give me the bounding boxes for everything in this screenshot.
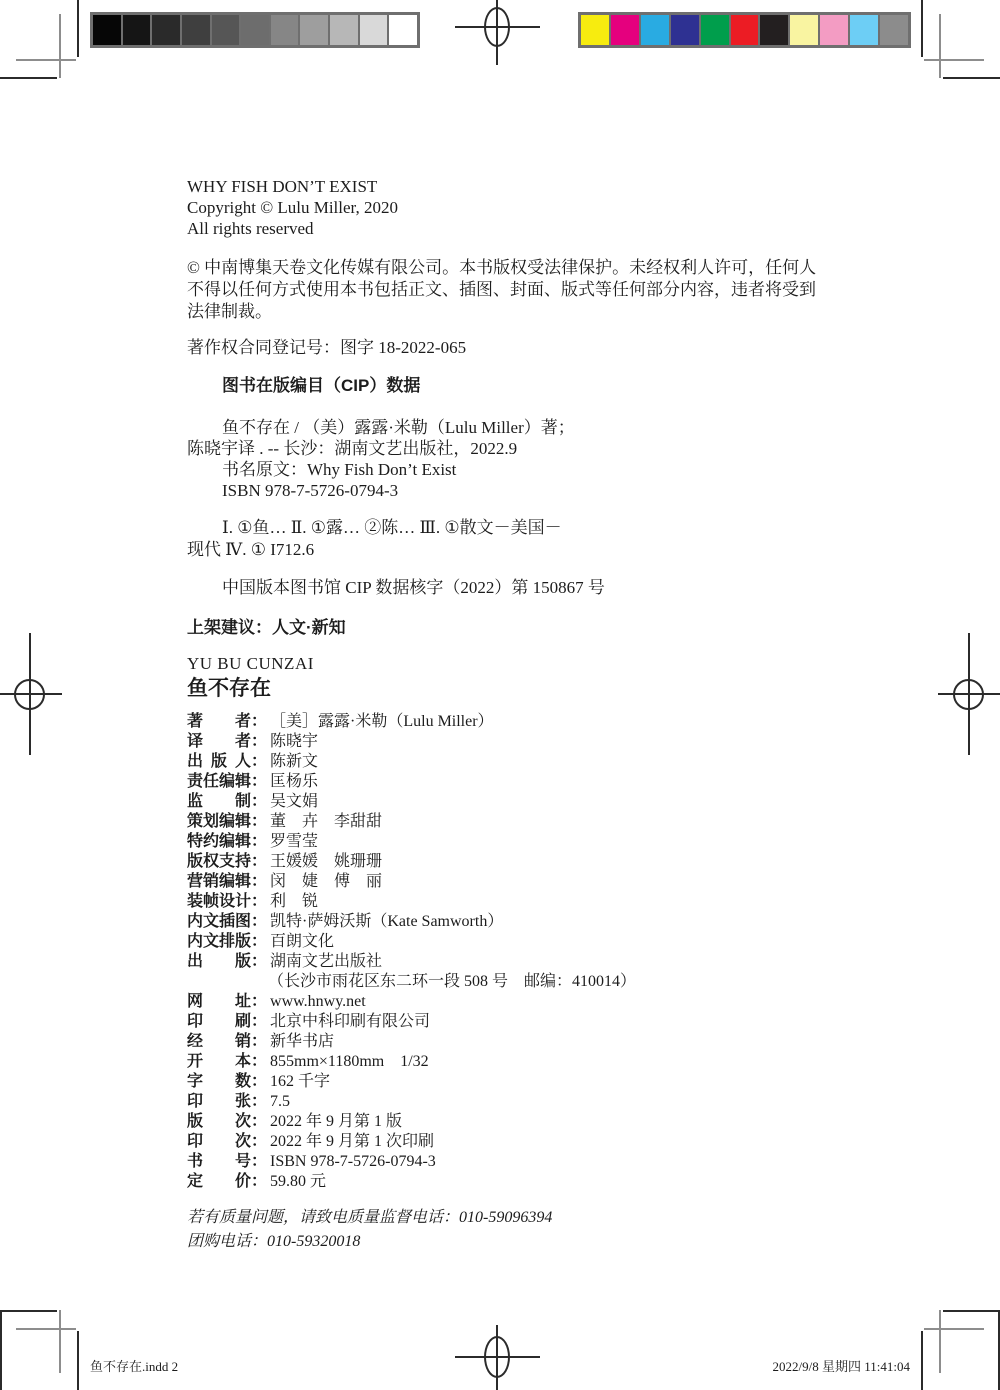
- colophon-value: 162 千字: [270, 1073, 331, 1090]
- colophon-row: [187, 1132, 636, 1152]
- colophon-row: [187, 952, 636, 972]
- colophon-row: [187, 872, 636, 892]
- colophon-label: 印张: [187, 1093, 251, 1110]
- colophon-colon: ：: [251, 1173, 268, 1190]
- colophon-value: 罗雪莹: [270, 833, 319, 850]
- colophon-label: 版权支持: [187, 853, 252, 870]
- grayscale-swatch: [360, 15, 388, 45]
- colophon-label: 书号: [187, 1153, 251, 1170]
- colophon-colon: ：: [251, 953, 268, 970]
- colophon-row: [187, 932, 636, 952]
- colophon-value: 利 锐: [270, 893, 319, 910]
- colophon-label: 装帧设计: [187, 893, 252, 910]
- color-swatch: [790, 15, 818, 45]
- colophon-row: [187, 752, 636, 772]
- cip-line: 鱼不存在 / （美）露露·米勒（Lulu Miller）著；: [222, 418, 575, 437]
- crop-line: [921, 1331, 923, 1390]
- grayscale-swatch: [300, 15, 328, 45]
- colophon-row: [187, 1052, 636, 1072]
- color-swatch: [760, 15, 788, 45]
- colophon-row: [187, 852, 636, 872]
- cip-line: 书名原文：Why Fish Don’t Exist: [222, 460, 457, 479]
- colophon-value: 董 卉 李甜甜: [270, 813, 383, 830]
- footer-timestamp: 2022/9/8 星期四 11:41:04: [772, 1359, 910, 1374]
- colophon-value: 新华书店: [270, 1033, 335, 1050]
- cip-title: 图书在版编目（CIP）数据: [222, 376, 421, 395]
- crop-line: [16, 1328, 76, 1330]
- color-swatch: [641, 15, 669, 45]
- colophon-row: [187, 1012, 636, 1032]
- colophon-row: [187, 812, 636, 832]
- grayscale-swatch: [182, 15, 210, 45]
- colophon-colon: ：: [251, 853, 268, 870]
- colophon-row: [187, 832, 636, 852]
- colophon-label: 内文插图: [187, 913, 252, 930]
- cip-isbn-line: ISBN 978-7-5726-0794-3: [222, 481, 399, 500]
- publisher-address: （长沙市雨花区东二环一段 508 号 邮编：410014）: [268, 973, 637, 990]
- color-swatch: [850, 15, 878, 45]
- colophon-row: [187, 1032, 636, 1052]
- colophon-colon: ：: [251, 933, 268, 950]
- color-swatch: [731, 15, 759, 45]
- colophon-colon: ：: [251, 873, 268, 890]
- shelf-advice: 上架建议：人文·新知: [187, 618, 346, 637]
- colophon-colon: ：: [251, 793, 268, 810]
- colophon-label: 出版: [187, 953, 251, 970]
- crop-line: [16, 59, 76, 61]
- cip-classification-line: Ⅰ. ①鱼… Ⅱ. ①露… ②陈… Ⅲ. ①散文－美国－: [222, 518, 562, 537]
- colophon-value: 北京中科印刷有限公司: [270, 1013, 431, 1030]
- colophon-value: 2022 年 9 月第 1 版: [270, 1113, 403, 1130]
- color-swatch: [581, 15, 609, 45]
- cip-line: 陈晓宇译 . -- 长沙：湖南文艺出版社，2022.9: [187, 439, 518, 458]
- colophon-value: 陈新文: [270, 753, 319, 770]
- colophon-colon: ：: [251, 1033, 268, 1050]
- colophon-label: 特约编辑: [187, 833, 252, 850]
- group-purchase-phone: 团购电话：010-59320018: [187, 1233, 361, 1250]
- colophon-colon: ：: [251, 1113, 268, 1130]
- quality-notice: [187, 1206, 552, 1254]
- colophon-value: 陈晓宇: [270, 733, 319, 750]
- registration-circle: [953, 679, 984, 710]
- copyright-text-line: 不得以任何方式使用本书包括正文、插图、封面、版式等任何部分内容，违者将受到: [187, 280, 816, 299]
- colophon-row: [187, 992, 636, 1012]
- crop-line: [939, 14, 941, 78]
- registration-circle: [484, 7, 510, 47]
- colophon-colon: ：: [251, 1093, 268, 1110]
- grayscale-swatch: [271, 15, 299, 45]
- registration-circle: [14, 679, 45, 710]
- grayscale-swatch: [212, 15, 240, 45]
- color-swatch: [671, 15, 699, 45]
- colophon-value: ［美］露露·米勒（Lulu Miller）: [270, 713, 494, 730]
- colophon-list: [187, 712, 636, 1192]
- colophon-colon: ：: [251, 1073, 268, 1090]
- color-swatch: [611, 15, 639, 45]
- colophon-label: 版次: [187, 1113, 251, 1130]
- colophon-row: [187, 892, 636, 912]
- crop-line: [921, 0, 923, 57]
- colophon-colon: ：: [251, 1053, 268, 1070]
- crop-line: [0, 77, 57, 79]
- crop-line: [939, 1310, 941, 1373]
- chinese-copyright-paragraph: [187, 257, 847, 323]
- colophon-label: 内文排版: [187, 933, 252, 950]
- crop-line: [0, 1310, 2, 1390]
- colophon-label: 字数: [187, 1073, 251, 1090]
- color-swatch: [820, 15, 848, 45]
- colophon-colon: ：: [251, 993, 268, 1010]
- colophon-colon: ：: [251, 813, 268, 830]
- colophon-row: [187, 1072, 636, 1092]
- crop-line: [0, 1310, 57, 1312]
- colophon-value: 59.80 元: [270, 1173, 327, 1190]
- colophon-value: 匡杨乐: [270, 773, 319, 790]
- copyright-text-line: © 中南博集天卷文化传媒有限公司。本书版权受法律保护。未经权利人许可，任何人: [187, 258, 817, 277]
- colophon-label: 定价: [187, 1173, 251, 1190]
- grayscale-swatch: [93, 15, 121, 45]
- color-swatch: [880, 15, 908, 45]
- title-pinyin: YU BU CUNZAI: [187, 654, 314, 673]
- grayscale-swatch: [330, 15, 358, 45]
- colophon-colon: ：: [251, 713, 268, 730]
- grayscale-calibration-bar: [90, 12, 420, 48]
- colophon-value: 百朗文化: [270, 933, 335, 950]
- colophon-row: [187, 732, 636, 752]
- colophon-row: [187, 712, 636, 732]
- colophon-colon: ：: [251, 1153, 268, 1170]
- colophon-label: 印次: [187, 1133, 251, 1150]
- colophon-label: 经销: [187, 1033, 251, 1050]
- colophon-row: [187, 1172, 636, 1192]
- colophon-row: [187, 772, 636, 792]
- colophon-value: 7.5: [270, 1093, 291, 1110]
- colophon-row: [187, 1112, 636, 1132]
- colophon-label: 译者: [187, 733, 251, 750]
- colophon-value: 凯特·萨姆沃斯（Kate Samworth）: [270, 913, 504, 930]
- english-copyright-block: [187, 176, 398, 239]
- crop-line: [59, 1310, 61, 1373]
- title-chinese: 鱼不存在: [187, 677, 271, 700]
- colophon-label: 出版人: [187, 753, 251, 770]
- grayscale-swatch: [389, 15, 417, 45]
- crop-line: [943, 1310, 1000, 1312]
- colophon-label: 营销编辑: [187, 873, 252, 890]
- registration-circle: [484, 1336, 510, 1378]
- colophon-colon: ：: [251, 833, 268, 850]
- original-title: WHY FISH DON’T EXIST: [187, 177, 378, 196]
- colophon-colon: ：: [251, 773, 268, 790]
- colophon-label: 网址: [187, 993, 251, 1010]
- colophon-row: [187, 1092, 636, 1112]
- colophon-row: [187, 1152, 636, 1172]
- crop-line: [924, 1328, 984, 1330]
- colophon-value: www.hnwy.net: [270, 993, 366, 1010]
- colophon-colon: ：: [251, 1133, 268, 1150]
- colophon-colon: ：: [251, 1013, 268, 1030]
- grayscale-swatch: [152, 15, 180, 45]
- colophon-value: 855mm×1180mm 1/32: [270, 1053, 429, 1070]
- colophon-value: 湖南文艺出版社: [270, 953, 383, 970]
- colophon-colon: ：: [251, 913, 268, 930]
- copyright-line: Copyright © Lulu Miller, 2020: [187, 198, 399, 217]
- colophon-row: [187, 792, 636, 812]
- colophon-row: [187, 912, 636, 932]
- colophon-value: 闵 婕 傅 丽: [270, 873, 383, 890]
- colophon-value: 吴文娟: [270, 793, 319, 810]
- rights-line: All rights reserved: [187, 219, 314, 238]
- colophon-label: 开本: [187, 1053, 251, 1070]
- colophon-colon: ：: [251, 733, 268, 750]
- footer-filename: 鱼不存在.indd 2: [90, 1359, 179, 1374]
- colophon-label: 著者: [187, 713, 251, 730]
- colophon-value: 王媛媛 姚珊珊: [270, 853, 383, 870]
- grayscale-swatch: [241, 15, 269, 45]
- cip-classification-line: 现代 Ⅳ. ① I712.6: [187, 540, 315, 559]
- color-swatch: [701, 15, 729, 45]
- colophon-label: 监制: [187, 793, 251, 810]
- colophon-value: 2022 年 9 月第 1 次印刷: [270, 1133, 435, 1150]
- copyright-text-line: 法律制裁。: [187, 302, 272, 321]
- crop-line: [943, 77, 1000, 79]
- colophon-colon: ：: [251, 893, 268, 910]
- colophon-value: ISBN 978-7-5726-0794-3: [270, 1153, 436, 1170]
- crop-line: [77, 1331, 79, 1390]
- crop-line: [59, 14, 61, 78]
- colophon-colon: ：: [251, 753, 268, 770]
- colophon-label: 策划编辑: [187, 813, 252, 830]
- contract-registration-number: 著作权合同登记号：图字 18-2022-065: [187, 338, 467, 357]
- colophon-label: 印刷: [187, 1013, 251, 1030]
- color-calibration-bar: [578, 12, 911, 48]
- quality-hotline: 若有质量问题，请致电质量监督电话：010-59096394: [187, 1209, 553, 1226]
- cip-record-number: 中国版本图书馆 CIP 数据核字（2022）第 150867 号: [222, 578, 605, 597]
- crop-line: [924, 59, 984, 61]
- crop-line: [77, 0, 79, 57]
- grayscale-swatch: [123, 15, 151, 45]
- colophon-label: 责任编辑: [187, 773, 252, 790]
